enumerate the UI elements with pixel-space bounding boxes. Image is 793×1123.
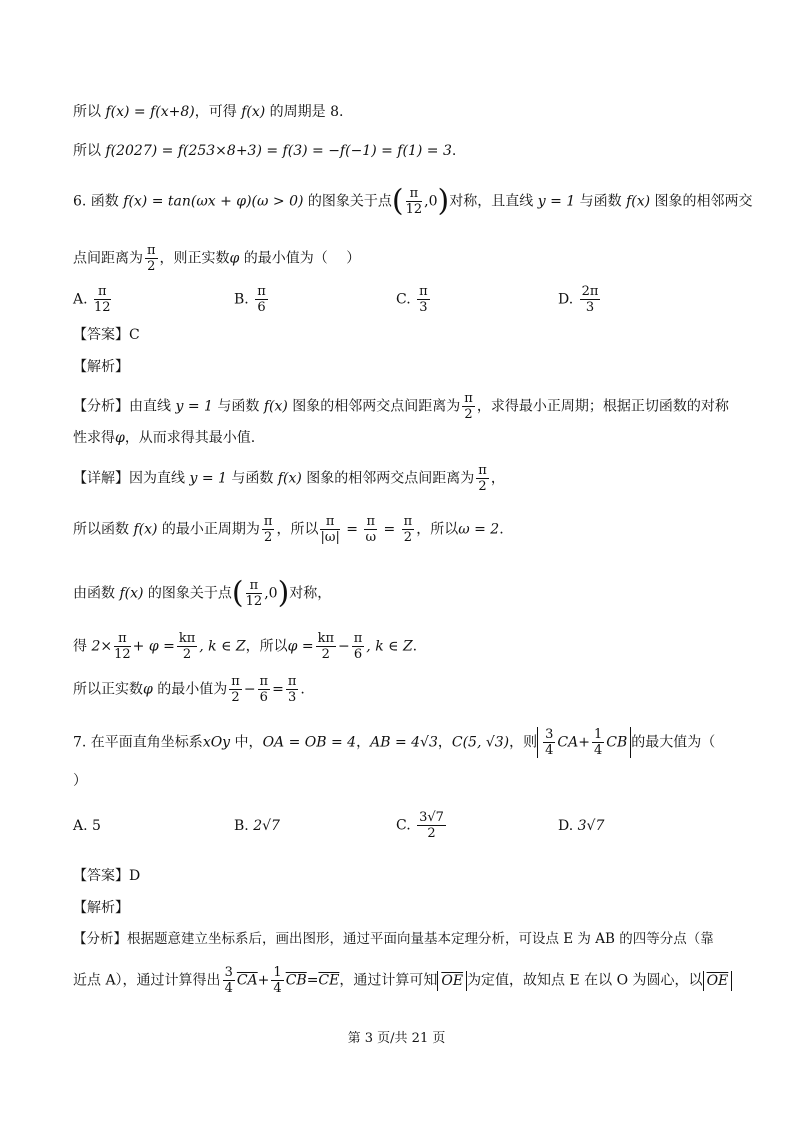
math: y = 1 [175,398,213,415]
text: ，则正实数 [159,250,230,267]
fraction [364,514,377,545]
denominator: 12 [405,202,423,217]
text: ，通过计算可知 [339,972,438,989]
numerator: π [246,578,263,594]
fraction [320,514,339,545]
text: 的最小值为（ ） [239,250,361,267]
numerator: kπ [317,631,335,646]
text: ，从而求得其最小值. [124,430,256,446]
text: − [338,638,350,655]
math: + φ = [132,638,175,655]
math: C(5, √3) [451,734,510,751]
zero: 0 [268,585,278,602]
math: 2√7 [253,818,280,834]
math: 3√7 [577,818,605,834]
option-c [396,284,432,315]
denominator: 2 [427,826,436,841]
math: , k ∈ Z [199,638,246,655]
math: φ [143,681,153,698]
text: 所以正实数 [73,681,143,698]
numerator: π [287,674,297,689]
denominator: 12 [94,300,111,315]
paren: ( [231,575,244,611]
paren: ) [437,183,450,219]
vector: $\overline{OE}$ [441,972,464,989]
denominator: |ω| [320,530,340,545]
text: 6. 函数 [73,193,124,210]
fraction [262,514,275,545]
math: f(x) [241,104,266,120]
fraction [177,631,197,662]
text: ，所以 [276,521,319,538]
numerator: π [320,514,339,530]
fraction [271,965,283,996]
fraction [402,514,415,545]
numerator: π [147,243,156,258]
fraction [417,284,430,315]
text: 与函数 [226,470,278,487]
vector: $\overline{CE}$ [318,972,340,989]
fraction [94,284,111,315]
math: , k ∈ Z [366,638,413,655]
page-footer: 第 3 页/共 21 页 [347,1031,446,1046]
denominator: 4 [545,743,554,758]
denominator: 2 [182,647,192,662]
denominator: 4 [593,743,603,758]
text: 所以函数 [73,521,134,538]
numerator: 1 [593,727,603,742]
fraction [145,243,158,274]
text: 【详解】因为直线 [73,470,190,487]
fraction [229,674,242,705]
text: 所以 [73,104,106,120]
vector: $\overline{CA}$ [236,972,258,989]
fraction [543,727,555,758]
fraction [352,631,365,662]
math: f(x) = tan(ωx + φ)(ω > 0) [123,193,304,210]
math: y = 1 [537,193,576,210]
text: ， [490,470,505,487]
numerator: kπ [178,631,196,646]
denominator: 2 [321,647,330,662]
denominator: 2 [264,530,273,545]
denominator: ω [365,530,377,545]
text: 中， [230,734,263,751]
denominator: 3 [419,300,428,315]
option-label: B. [234,818,249,834]
denominator: 2 [464,407,473,422]
math: f(x) [133,521,158,538]
option-label: C. [396,291,411,308]
denominator: 12 [114,647,131,662]
math: φ [229,250,240,267]
denominator: 6 [257,300,266,315]
equals: = [306,972,319,989]
denominator: 4 [273,981,282,996]
option-a: A. 5 [73,818,101,834]
math: f(x) [119,585,144,602]
numerator: π [257,284,266,299]
fraction [476,463,489,494]
numerator: π [419,284,428,299]
detail-6-line-4 [73,631,417,662]
fraction [592,727,604,758]
text: 【分析】由直线 [73,398,176,415]
numerator: 3√7 [419,810,444,825]
option-label: D. [558,818,574,834]
fraction [316,631,336,662]
numerator: 2π [581,284,599,299]
math: xOy [202,734,231,751]
numerator: π [406,186,423,202]
text: 由函数 [73,585,120,602]
text: 为定值，故知点 E 在以 O 为圆心，以 [467,972,703,989]
vector: CA [557,734,579,751]
fraction [462,391,475,422]
denominator: 2 [478,479,487,494]
math: f(x) = f(x+8) [105,104,195,120]
paren: ) [277,575,290,611]
text: 的周期是 8. [265,104,344,120]
text: 得 [73,638,92,655]
numerator: 3 [224,965,233,980]
numerator: π [464,391,473,406]
option-d [558,818,604,834]
vector-magnitude [437,971,467,991]
option-b [234,818,280,834]
numerator: π [94,284,111,300]
text: 与函数 [575,193,627,210]
option-c [396,810,448,841]
option-label: B. [234,291,249,308]
text: 图象的相邻两交 [650,193,753,210]
numerator: π [403,514,413,529]
numerator: 3 [545,727,554,742]
option-label: D. [558,291,574,308]
text: ， [437,734,452,751]
text: 的图象关于点 [143,585,232,602]
math: φ [115,430,125,446]
text: 对称，且直线 [449,193,538,210]
paren: ( [391,183,404,219]
text: ， [356,734,371,751]
fraction [114,631,131,662]
text: ，可得 [194,104,242,120]
question-6-stem: 6. 函数 f(x) = tan(ωx + φ)(ω > 0) 的图象关于点( $\frac{\pi}{12}$ ,0)对称，且直线 y = 1 与函数 f(x) 图象的相邻两交 [73,183,753,219]
analysis-6-line-1 [73,391,729,422]
fraction [258,674,271,705]
math: y = 1 [189,470,227,487]
denominator: 2 [147,259,156,274]
question-7-stem-cont: ） [73,773,87,789]
denominator: 2 [403,530,413,545]
numerator: π [353,631,363,646]
option-d [558,284,602,315]
numerator: π [259,674,269,689]
math: f(x) [263,398,288,415]
math: φ = [287,638,314,655]
numerator: π [114,631,131,647]
denominator: 12 [245,594,263,609]
vector: $\overline{CB}$ [285,972,307,989]
numerator: π [263,514,273,529]
denominator: 4 [224,981,233,996]
math: f(x) [626,193,651,210]
fraction [417,810,446,841]
numerator: π [366,514,376,529]
fraction [580,284,601,315]
text: ，所以 [416,521,459,538]
text: 点间距离为 [73,250,143,267]
numerator: π [478,463,487,478]
numerator: 1 [273,965,282,980]
question-6-stem-cont [73,243,360,274]
text: 所以 [73,143,106,159]
question-7-stem [73,727,715,758]
analysis-heading-6: 【解析】 [73,359,129,375]
plus: + [257,972,270,989]
analysis-heading-7: 【解析】 [73,900,129,916]
option-b [234,284,270,315]
denominator: 3 [287,690,297,705]
fraction [246,578,263,609]
denominator: 6 [259,690,268,705]
numerator: π [231,674,240,689]
math: AB = 4√3 [370,734,438,751]
zero: 0 [428,193,438,210]
text: 图象的相邻两交点间距离为 [287,398,461,415]
vector: CB [606,734,628,751]
text: 的最大值为（ [631,734,716,751]
math: f(2027) = f(253×8+3) = f(3) = −f(−1) = f(1) = 3 [105,143,452,159]
text: 对称， [289,585,332,602]
detail-6-line-5: 所以正实数φ 的最小值为 $\frac{\pi}{2}$ − $\frac{\pi}{6}$ = $\frac{\pi}{3}$ . [73,674,305,705]
text: ，所以 [245,638,288,655]
detail-6-line-2: 所以函数 f(x) 的最小正周期为 $\frac{\pi}{2}$ ，所以 $\frac{\pi}{|\omega|}$ = $\frac{\pi}{\omega}$ = $\frac{\pi}{2}$ ，所以ω = 2. [73,514,504,545]
text: ，则 [509,734,538,751]
text: 与函数 [212,398,264,415]
text: . [412,638,418,655]
denominator: 3 [585,300,595,315]
text: 的最小值为 [152,681,228,698]
denominator: 6 [353,647,363,662]
math: 2× [91,638,113,655]
denominator: 2 [231,690,240,705]
analysis-6-line-2 [73,428,255,448]
text-line [73,141,456,161]
math: OA = OB = 4 [262,734,357,751]
text: 性求得 [73,430,115,446]
detail-6-line-3: 由函数 f(x) 的图象关于点( $\frac{\pi}{12}$ ,0)对称， [73,575,332,611]
text: . [451,143,457,159]
vector-magnitude [703,971,733,991]
text: 近点 A），通过计算得出 [73,972,221,989]
fraction [223,965,235,996]
analysis-7-line-2 [73,965,732,996]
fraction [286,674,299,705]
vector-magnitude [537,727,631,758]
fraction [406,186,423,217]
math: ω = 2 [458,521,500,538]
detail-6-line-1 [73,463,505,494]
text: . [300,681,305,698]
answer-6: 【答案】C [73,327,140,343]
option-a [73,284,113,315]
plus: + [578,734,590,751]
math: f(x) [277,470,302,487]
text-line [73,102,343,122]
option-label: A. [73,291,88,308]
text: ，求得最小正周期；根据正切函数的对称 [476,398,729,415]
text: 的图象关于点 [303,193,392,210]
text: . [499,521,504,538]
vector: $\overline{OE}$ [706,972,729,989]
text: 的最小正周期为 [157,521,260,538]
text: 图象的相邻两交点间距离为 [301,470,475,487]
answer-7: 【答案】D [73,868,141,884]
text: 7. 在平面直角坐标系 [73,734,203,751]
fraction [255,284,268,315]
option-label: C. [396,817,411,834]
analysis-7-line-1: 【分析】根据题意建立坐标系后，画出图形，通过平面向量基本定理分析，可设点 E 为 AB 的四等分点（靠 [73,931,714,947]
